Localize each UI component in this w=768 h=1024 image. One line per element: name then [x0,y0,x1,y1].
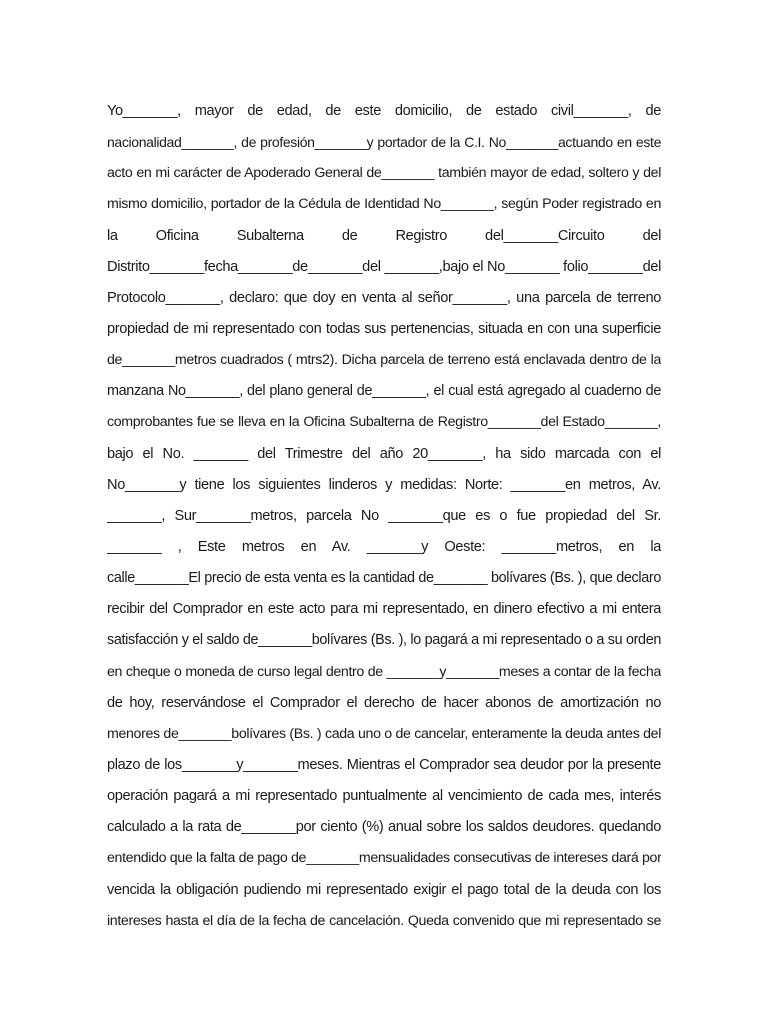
text-line: plazo de los_______y_______meses. Mientras el Comprador sea deudor por la presente [107,756,661,773]
text-line: comprobantes fue se lleva en la Oficina Subalterna de Registro_______del Estado_______, [107,414,661,431]
text-line: mismo domicilio, portador de la Cédula de Identidad No_______, según Poder registrado en [107,196,661,213]
text-line: _______ , Este metros en Av. _______y Oeste: _______metros, en la [107,538,661,555]
document-body [107,96,661,937]
text-line: entendido que la falta de pago de_______mensualidades consecutivas de intereses dará por [107,850,661,867]
text-line: Distrito_______fecha_______de_______del _______,bajo el No_______ folio_______del [107,258,661,275]
text-line: manzana No_______, del plano general de_______, el cual está agregado al cuaderno de [107,383,661,400]
text-line: vencida la obligación pudiendo mi representado exigir el pago total de la deuda con los [107,881,661,898]
text-line: propiedad de mi representado con todas sus pertenencias, situada en con una superficie [107,320,661,337]
text-line: de hoy, reservándose el Comprador el derecho de hacer abonos de amortización no [107,694,661,711]
text-line: recibir del Comprador en este acto para mi representado, en dinero efectivo a mi entera [107,601,661,618]
text-line: la Oficina Subalterna de Registro del_______Circuito del [107,227,661,244]
text-line: de_______metros cuadrados ( mtrs2). Dicha parcela de terreno está enclavada dentro de la [107,352,661,369]
text-line: bajo el No. _______ del Trimestre del año 20_______, ha sido marcada con el [107,445,661,462]
text-line: nacionalidad_______, de profesión_______y portador de la C.I. No_______actuando en este [107,134,661,151]
text-line: No_______y tiene los siguientes linderos y medidas: Norte: _______en metros, Av. [107,476,661,493]
text-line: satisfacción y el saldo de_______bolívares (Bs. ), lo pagará a mi representado o a su orden [107,632,661,649]
text-line: operación pagará a mi representado puntualmente al vencimiento de cada mes, interés [107,788,661,805]
text-line: en cheque o moneda de curso legal dentro de _______y_______meses a contar de la fecha [107,663,661,680]
text-line: calle_______El precio de esta venta es la cantidad de_______ bolívares (Bs. ), que declaro [107,570,661,587]
text-line: Yo_______, mayor de edad, de este domicilio, de estado civil_______, de [107,103,661,119]
text-line: _______, Sur_______metros, parcela No _______que es o fue propiedad del Sr. [107,507,661,524]
text-line: menores de_______bolívares (Bs. ) cada uno o de cancelar, enteramente la deuda antes del [107,725,661,742]
text-line: intereses hasta el día de la fecha de cancelación. Queda convenido que mi representado se [107,912,661,929]
text-line: acto en mi carácter de Apoderado General de_______ también mayor de edad, soltero y del [107,165,661,182]
text-line: Protocolo_______, declaro: que doy en venta al señor_______, una parcela de terreno [107,289,661,306]
text-line: calculado a la rata de_______por ciento (%) anual sobre los saldos deudores. quedando [107,819,661,836]
